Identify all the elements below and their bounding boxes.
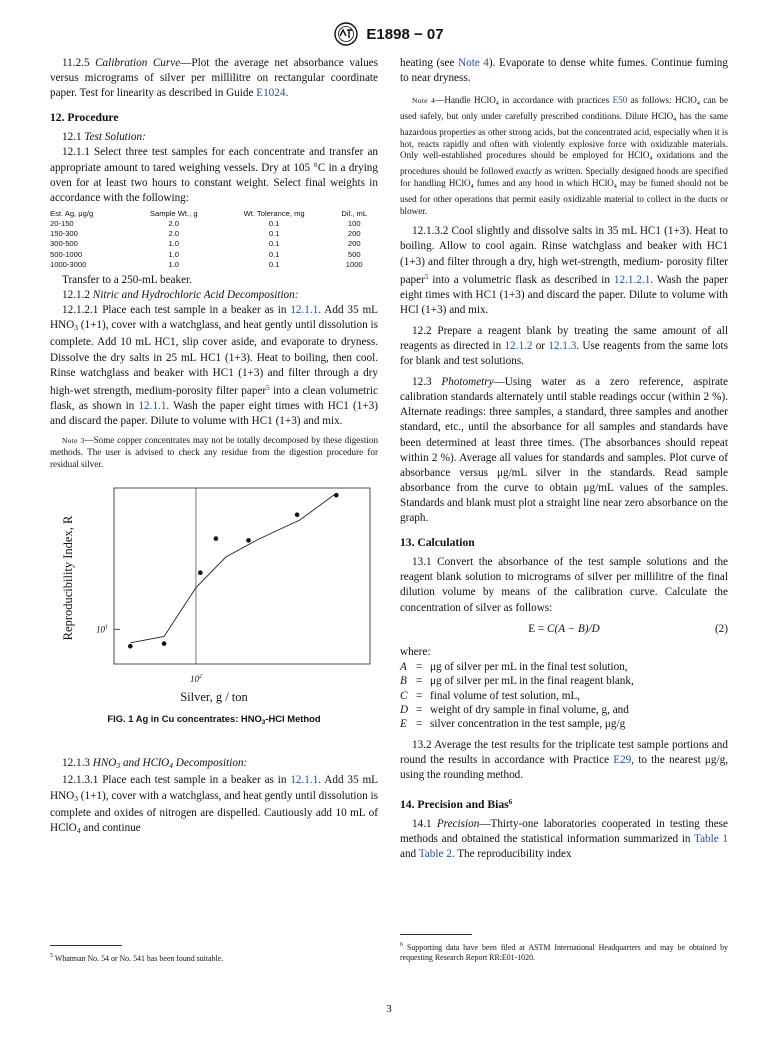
data-point-3	[198, 571, 203, 576]
footnote-rule-right	[400, 934, 472, 935]
astm-logo-icon	[334, 22, 358, 46]
para-12-1-1: 12.1.1 Select three test samples for each concentrate and transfer an appropriate amount to tared weighing vessels. Dry at 105 °C in a drying oven for at least two hours to constant weight. Select final weights in accordance with the following:	[50, 146, 378, 204]
para-12-1-2: 12.1.2 Nitric and Hydrochloric Acid Decomposition:	[62, 289, 299, 302]
para-12-2: 12.2 Prepare a reagent blank by treating the same amount of all reagents as directed in 12.1.2 or 12.1.3. Use reagents from the same lots for blank and test solutions.	[400, 324, 728, 368]
list-item: C = final volume of test solution, mL,	[400, 689, 581, 702]
data-point-2	[162, 642, 167, 647]
y-tick-label: $10^1$	[96, 624, 108, 635]
link-12-1-1[interactable]: 12.1.1	[138, 399, 167, 412]
table-row: 300-500 1.0 0.1 200	[50, 239, 361, 249]
list-item: B = μg of silver per mL in the final reagent blank,	[400, 675, 634, 688]
page-number: 3	[386, 1003, 392, 1015]
link-12-1-1[interactable]: 12.1.1	[290, 774, 319, 787]
table-row: 500-1000 1.0 0.1 500	[50, 249, 361, 259]
fit-line	[130, 494, 336, 644]
data-point-4	[214, 537, 219, 542]
data-point-7	[334, 493, 339, 498]
section-heading-procedure: 12. Procedure	[50, 111, 119, 125]
para-transfer: Transfer to a 250-mL beaker.	[62, 274, 192, 287]
link-e1024[interactable]: E1024	[256, 87, 286, 100]
link-12-1-2[interactable]: 12.1.2	[504, 340, 533, 353]
y-axis-label: Reproducibility Index, R	[61, 516, 75, 641]
footnote-rule-left	[50, 945, 122, 946]
link-12-1-3[interactable]: 12.1.3	[548, 340, 577, 353]
para-12-3: 12.3 Photometry—Using water as a zero reference, aspirate calibration standards alternately until stable readings occur (within 2 %). Alternate readings: three samples, a standard, three samples and another standard, etc., until the absorbance for all samples and standards have been determined at least three times. (The absorbances should repeat within 2 %). Average all values for standards and samples. Plot curve of absorbance versus μg/mL silver in the standards. Read sample absorbance from the curve to obtain μg/mL values of the samples. Standards and blank must plot a straight line near zero absorbance on the graph.	[400, 376, 729, 525]
data-point-1	[128, 644, 133, 649]
para-12-1-3-2: 12.1.3.2 Cool slightly and dissolve salts in 35 mL HC1 (1+3). Heat to boiling. Allow to cool again. Rinse watchglass and beaker with HC1 (1+3) and filter through a dry, high wet-strength, medium- porosity filter paper$^5$ into a volumetric flask as described in 12.1.2.1. Wash the paper eight times with HC1 (1+3) and discard the paper. Dilute to volume with HCl (1+3) and mix.	[400, 225, 728, 316]
para-12-1-3: 12.1.3 $HNO_3$ and HClO$_4$ Decomposition:	[62, 757, 248, 771]
footnote-5: $^5$ Whatman No. 54 or No. 541 has been found suitable.	[50, 953, 224, 963]
where-label: where:	[400, 645, 431, 658]
table-row: 1000-3000 1.0 0.1 1000	[50, 259, 363, 269]
right-column	[400, 56, 728, 862]
weights-table	[50, 209, 378, 270]
para-continued: heating (see Note 4). Evaporate to dense white fumes. Continue fuming to near dryness.	[400, 57, 728, 85]
data-points	[128, 493, 339, 649]
link-table-1[interactable]: Table 1	[694, 833, 728, 846]
table-row: 20-150 2.0 0.1 100	[50, 219, 361, 229]
list-item: A = μg of silver per mL in the final test solution,	[400, 660, 628, 673]
para-12-1-3-1: 12.1.3.1 Place each test sample in a beaker as in 12.1.1. Add 35 mL $HNO_3$ (1+1), cover with a watchglass, and heat gently until dissolution is complete and oxides of nitrogen are dispelled. Cautiously add 10 mL of HClO$_4$ and continue	[50, 774, 378, 835]
link-12-1-2-1[interactable]: 12.1.2.1	[613, 273, 651, 286]
weights-table-header: Est. Ag, μg/g Sample Wt., g Wt. Tolerance, mg Dil., mL	[50, 208, 368, 218]
link-table-2[interactable]: Table 2	[418, 848, 452, 861]
link-e29[interactable]: E29	[613, 753, 632, 766]
link-12-1-1[interactable]: 12.1.1	[290, 304, 319, 317]
figure-1	[50, 482, 378, 727]
list-item: D = weight of dry sample in final volume, g, and	[400, 704, 629, 717]
para-13-1: 13.1 Convert the absorbance of the test sample solutions and the reagent blank solution to micrograms of silver per millilitre of the final dilution volume by means of the calibration curve. Calculate the concentration of silver as follows:	[400, 556, 728, 614]
left-column	[50, 56, 378, 838]
para-14-1: 14.1 Precision—Thirty-one laboratories cooperated in testing these methods and obtained the statistical information summarized in Table 1 and Table 2. The reproducibility index	[400, 818, 729, 861]
link-e50[interactable]: E50	[612, 95, 628, 106]
designation: E1898 − 07	[366, 25, 444, 43]
variable-definitions	[400, 660, 728, 732]
equation-number: (2)	[714, 622, 728, 635]
note-4: Note 4—Handle HClO$_4$ in accordance with practices E50 as follows: HClO$_4$ can be used safely, but only under carefully prescribed conditions. Dilute HClO$_4$ has the same hazardous properties as other strong acids, but the concentrated acid, especially when it is hot, reacts rapidly and often with violently explosive force with oxidizable materials. Only well-established procedures should be employed for HClO$_4$ oxidations and the procedures should be followed exactly as written. Specially designed hoods are specified for handling HClO$_4$ fumes and any hood in which HClO$_4$ may be fumed should not be used for other operations that permit easily oxidizable material to collect in the ducts or blower.	[400, 95, 729, 216]
table-row: 150-300 2.0 0.1 200	[50, 229, 361, 239]
para-11-2-5: 11.2.5 Calibration Curve—Plot the average net absorbance values versus micrograms of silver per millilitre on rectangular coordinate paper. Test for linearity as described in Guide E1024.	[50, 57, 378, 100]
reproducibility-chart	[50, 482, 378, 700]
note-3: Note 3—Some copper concentrates may not be totally decomposed by these digestion methods. The user is advised to check any residue from the digestion procedure for residual silver.	[50, 435, 378, 469]
equation-2: E = C(A − B)/D (2)	[400, 622, 728, 637]
list-item: E = silver concentration in the test sample, μg/g	[400, 718, 626, 731]
data-point-6	[295, 513, 300, 518]
x-axis-label: Silver, g / ton	[180, 690, 248, 705]
page-header	[0, 22, 778, 46]
footnote-6: $^6$ Supporting data have been filed at ASTM International Headquarters and may be obtained by requesting Research Report RR:E01-1020.	[400, 942, 728, 962]
para-12-1: 12.1 Test Solution:	[62, 131, 146, 144]
para-12-1-2-1: 12.1.2.1 Place each test sample in a beaker as in 12.1.1. Add 35 mL $HNO_3$ (1+1), cover with a watchglass, and heat gently until dissolution is complete. Add 10 mL HC1, slip cover aside, and evaporate to dryness. Dissolve the dry salts in 25 mL HC1 (1+3). Heat to boiling, then cool. Rinse watchglass and beaker with HC1 (1+3) and filter through a dry high-wet strength, medium-porosity filter paper$^5$ into a clean volumetric flask, as shown in 12.1.1. Wash the paper eight times with HC1 (1+3) and discard the paper. Dilute to volume with HC1 (1+3) and mix.	[50, 304, 379, 427]
data-point-5	[246, 538, 251, 543]
section-heading-calculation: 13. Calculation	[400, 536, 475, 550]
figure-caption: FIG. 1 Ag in Cu concentrates: $HNO_3$-HCl Method	[107, 713, 321, 727]
section-heading-precision: 14. Precision and Bias$^6$	[400, 798, 513, 812]
x-tick-label: $10^2$	[189, 674, 202, 685]
link-note-4[interactable]: Note 4	[458, 57, 489, 69]
para-13-2: 13.2 Average the test results for the triplicate test sample portions and round the results in accordance with Practice E29, to the nearest μg/g, using the rounding method.	[400, 738, 728, 782]
plot-frame	[114, 488, 370, 664]
